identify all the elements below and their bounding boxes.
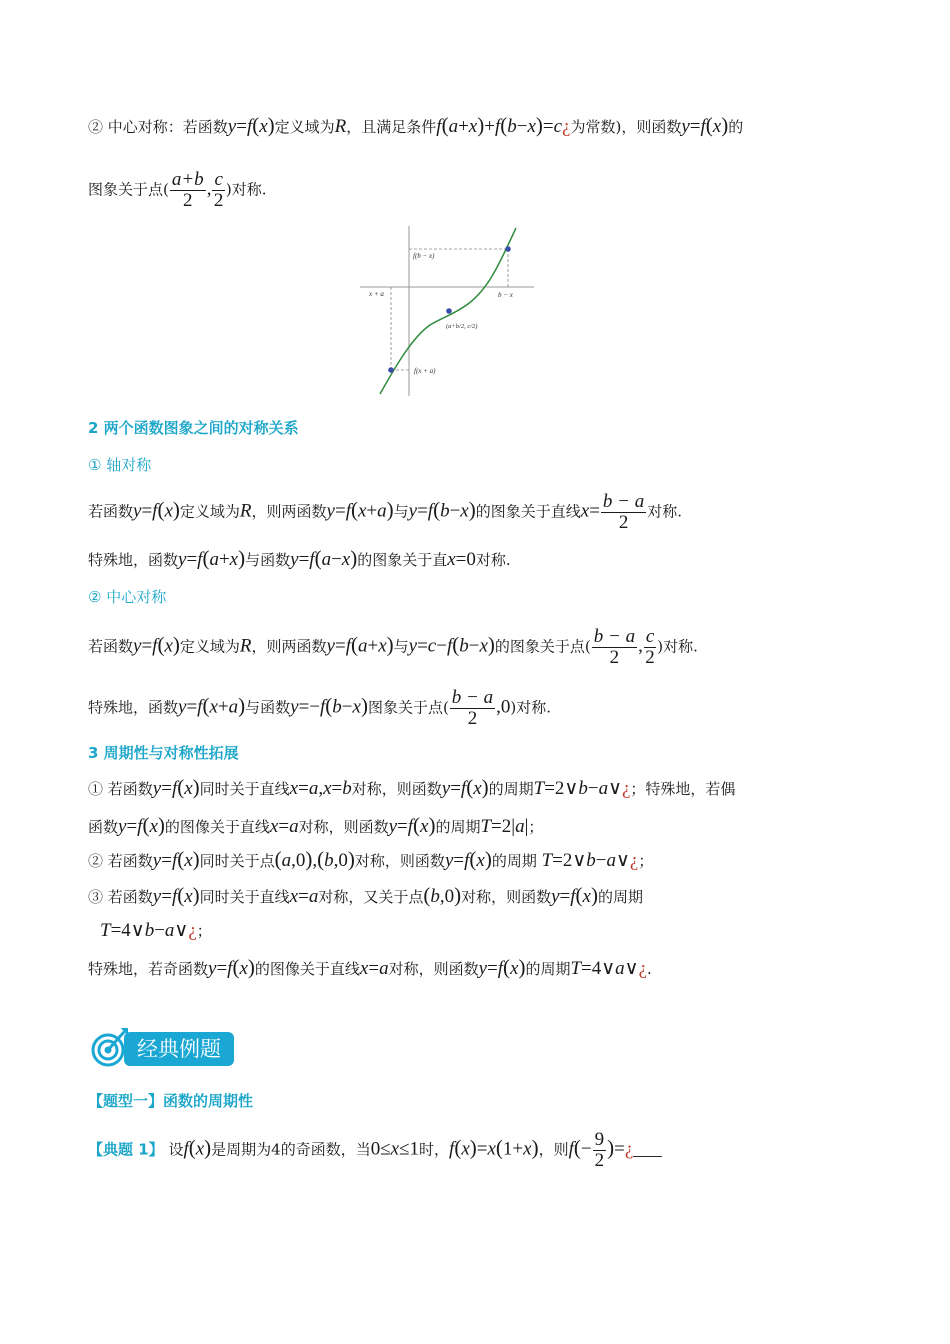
frac: $\frac{c}{2}$ (645, 626, 655, 668)
text: 的周期 (491, 852, 537, 870)
type-tag: 【题型一】函数的周期性 (88, 1092, 254, 1110)
text: ；特殊地，若偶 (630, 780, 736, 798)
text: ，且满足条件 (346, 118, 437, 136)
label-fxa: f(x + a) (414, 367, 436, 375)
point-center (446, 308, 452, 314)
text: 对称. (475, 551, 511, 569)
frac: $\frac{9}{2}$ (594, 1129, 605, 1171)
text: 对称，则函数 (388, 960, 479, 978)
label-mid: (a+b/2, c/2) (446, 323, 478, 330)
symmetry-figure (358, 222, 538, 398)
text: )对称. (510, 698, 551, 717)
point-lower (388, 367, 394, 373)
text: ，则两函数 (251, 637, 327, 656)
text: 是周期为4的奇函数，当 (211, 1140, 371, 1159)
text: 与函数 (245, 551, 291, 569)
text: 的周期 (525, 960, 571, 978)
text: 图象关于点( (88, 180, 169, 199)
text: 函数 (88, 818, 119, 836)
text: 时， (419, 1140, 450, 1159)
text: ③ 若函数 (88, 888, 153, 906)
text: 的周期 (435, 818, 481, 836)
text: ； (196, 922, 212, 940)
section3-l4: ③ 若函数y=f(x)同时关于直线x=a对称，又关于点(b,0)对称，则函数y=f(x)的周期 (88, 883, 643, 907)
section2-p2: 特殊地，函数y=f(a+x)与函数y=f(a−x)的图象关于直x=0对称. (88, 546, 511, 570)
frac: $\frac{a+b}{2}$ (171, 169, 204, 211)
text: 的周期 (597, 888, 643, 906)
text: 的 (728, 118, 744, 136)
text: 的周期 (488, 780, 534, 798)
example-line: 【典题 1】 设f(x)是周期为4的奇函数，当0≤x≤1时，f(x)=x(1+x)，则f(− $\frac{9}{2}$ )=¿___ (88, 1129, 662, 1171)
answer-blank[interactable]: ___ (633, 1138, 662, 1160)
section3-l6: 特殊地，若奇函数y=f(x)的图像关于直线x=a对称，则函数y=f(x)的周期T=4∨a∨¿. (88, 955, 652, 979)
text: 定义域为 (179, 637, 240, 656)
type-heading (88, 1090, 253, 1112)
text: 特殊地，若奇函数 (88, 960, 209, 978)
text: 同时关于直线 (199, 888, 290, 906)
text: 图象关于点( (367, 698, 449, 717)
frac: $\frac{c}{2}$ (213, 169, 224, 211)
text: 特殊地，函数 (88, 551, 179, 569)
text: 对称，则函数 (351, 780, 442, 798)
section3-l5: T=4∨b−a∨¿； (100, 920, 212, 941)
text: ② 若函数 (88, 852, 153, 870)
text: )对称. (657, 637, 698, 656)
text: 同时关于直线 (199, 780, 290, 798)
text: 对称，则函数 (461, 888, 552, 906)
text: 定义域为 (179, 502, 240, 521)
text: 对称，则函数 (298, 818, 389, 836)
text: 与函数 (245, 698, 291, 717)
section2-sub1: ① 轴对称 (88, 456, 152, 474)
text: R (334, 116, 347, 137)
text: 与 (393, 637, 409, 656)
section2-p4: 特殊地，函数y=f(x+a)与函数y=−f(b−x)图象关于点( $\frac{b - a}{2}$ ,0)对称. (88, 687, 551, 729)
text: 定义域为 (274, 118, 335, 136)
text: 特殊地，函数 (88, 698, 179, 717)
section2-p3: 若函数y=f(x)定义域为R，则两函数y=f(a+x)与y=c−f(b−x)的图象关于点( $\frac{b - a}{2}$ , $\frac{c}{2}$ )对称. (88, 626, 698, 668)
para1-line1: ② 中心对称：若函数y=f(x)定义域为R，且满足条件f(a+x)+f(b−x)=c¿为常数)，则函数y=f(x)的 (88, 113, 744, 137)
text: ¿ (562, 116, 571, 137)
para1-line2: 图象关于点( $\frac{a+b}{2}$ , $\frac{c}{2}$ )对称. (88, 169, 267, 211)
section2-sub2: ② 中心对称 (88, 588, 167, 606)
section3-title: 3 周期性与对称性拓展 (88, 744, 239, 762)
section2-title: 2 两个函数图象之间的对称关系 (88, 419, 299, 437)
text: 的图像关于直线 (254, 960, 360, 978)
frac: $\frac{b - a}{2}$ (593, 626, 636, 668)
section3-l1: ① 若函数y=f(x)同时关于直线x=a,x=b对称，则函数y=f(x)的周期T=2∨b−a∨¿；特殊地，若偶 (88, 775, 736, 799)
label-xa: x + a (369, 290, 384, 298)
label-fbx: f(b − x) (413, 252, 435, 260)
frac: $\frac{b - a}{2}$ (451, 687, 494, 729)
text: 对称. (647, 502, 683, 521)
frac: $\frac{b - a}{2}$ (602, 491, 645, 533)
section3-l3: ② 若函数y=f(x)同时关于点(a,0),(b,0)对称，则函数y=f(x)的周期 T=2∨b−a∨¿； (88, 847, 654, 871)
example-tag: 【典题 1】 (88, 1140, 164, 1159)
text: 若函数 (88, 502, 134, 521)
text: 为常数)，则函数 (570, 118, 682, 136)
text: c (553, 116, 563, 137)
text: ，则两函数 (251, 502, 327, 521)
text: 与 (393, 502, 409, 521)
text: 的图象关于点( (494, 637, 591, 656)
text: ，则 (538, 1140, 569, 1159)
text: )对称. (225, 180, 267, 199)
banner-label: 经典例题 (124, 1032, 234, 1066)
text: ； (528, 818, 544, 836)
label-bx: b − x (498, 291, 513, 299)
text: 同时关于点 (199, 852, 275, 870)
section2-p1: 若函数y=f(x)定义域为R，则两函数y=f(x+a)与y=f(b−x)的图象关于直线x= $\frac{b - a}{2}$ 对称. (88, 491, 683, 533)
point-upper (505, 246, 511, 252)
text: ① 若函数 (88, 780, 153, 798)
text: 对称，则函数 (354, 852, 445, 870)
text: ② 中心对称：若函数 (88, 118, 228, 136)
text: 的图象关于直线 (475, 502, 581, 521)
text: 对称，又关于点 (318, 888, 424, 906)
text: 设 (163, 1140, 184, 1159)
text: 的图象关于直 (357, 551, 448, 569)
text: 若函数 (88, 637, 134, 656)
text: 的图像关于直线 (164, 818, 270, 836)
text: . (647, 960, 652, 978)
text: ； (638, 852, 654, 870)
section3-l2: 函数y=f(x)的图像关于直线x=a对称，则函数y=f(x)的周期T=2|a|； (88, 813, 544, 837)
section-banner (88, 1024, 238, 1068)
